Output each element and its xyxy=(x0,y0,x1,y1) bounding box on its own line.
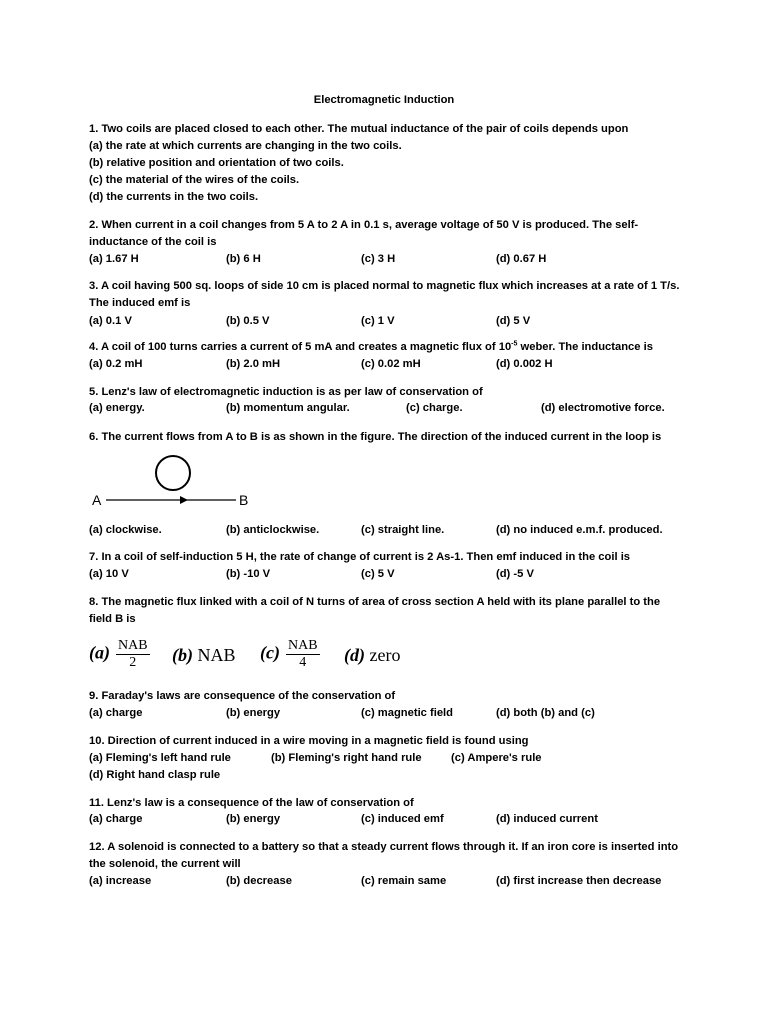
q3-option-a: (a) 0.1 V xyxy=(89,315,132,327)
q6-option-a: (a) clockwise. xyxy=(89,524,162,536)
q11-question: 11. Lenz's law is a consequence of the law of conservation of xyxy=(89,797,414,809)
q8-option-b-label: (b) xyxy=(172,645,193,665)
q8-option-b xyxy=(172,645,236,666)
loop-circle xyxy=(156,456,190,490)
page-title: Electromagnetic Induction xyxy=(313,94,455,106)
arrow-head-icon xyxy=(180,496,188,504)
q5-option-d: (d) electromotive force. xyxy=(541,402,665,414)
q4-question xyxy=(89,340,653,354)
fraction-numerator: NAB xyxy=(118,638,148,653)
q10-option-d: (d) Right hand clasp rule xyxy=(89,769,221,781)
figure-label-b: B xyxy=(239,492,249,508)
q2-option-d: (d) 0.67 H xyxy=(496,253,547,265)
q4-option-a: (a) 0.2 mH xyxy=(89,358,143,370)
q1-option-d: (d) the currents in the two coils. xyxy=(89,191,259,203)
q3-option-b: (b) 0.5 V xyxy=(226,315,270,327)
q5-option-b: (b) momentum angular. xyxy=(226,402,350,414)
q2-option-a: (a) 1.67 H xyxy=(89,253,139,265)
q2-question-line2: inductance of the coil is xyxy=(89,236,217,248)
q12-option-b: (b) decrease xyxy=(226,875,292,887)
q7-question: 7. In a coil of self-induction 5 H, the rate of change of current is 2 As-1. Then emf induced in the coil is xyxy=(89,551,631,563)
q9-option-c: (c) magnetic field xyxy=(361,707,454,719)
q8-question-line1: 8. The magnetic flux linked with a coil of N turns of area of cross section A held with its plane parallel to the xyxy=(89,596,661,608)
q10-question: 10. Direction of current induced in a wire moving in a magnetic field is found using xyxy=(89,735,529,747)
fraction-denominator: 2 xyxy=(129,655,137,670)
q5-option-c: (c) charge. xyxy=(406,402,463,414)
q2-question-line1: 2. When current in a coil changes from 5 A to 2 A in 0.1 s, average voltage of 50 V is produced. The self- xyxy=(89,219,639,231)
q3-question-line2: The induced emf is xyxy=(89,297,191,309)
q6-option-c: (c) straight line. xyxy=(361,524,445,536)
q8-option-d-label: (d) xyxy=(344,645,365,665)
q11-option-c: (c) induced emf xyxy=(361,813,444,825)
q10-option-a: (a) Fleming's left hand rule xyxy=(89,752,231,764)
q5-question: 5. Lenz's law of electromagnetic induction is as per law of conservation of xyxy=(89,386,483,398)
q7-option-a: (a) 10 V xyxy=(89,568,129,580)
fraction-numerator: NAB xyxy=(287,638,318,653)
q8-option-b-value: NAB xyxy=(197,645,236,665)
q9-option-d: (d) both (b) and (c) xyxy=(496,707,595,719)
q1-option-b: (b) relative position and orientation of two coils. xyxy=(89,157,344,169)
q12-question-line2: the solenoid, the current will xyxy=(89,858,241,870)
q7-option-c: (c) 5 V xyxy=(361,568,395,580)
q2-option-c: (c) 3 H xyxy=(361,253,396,265)
q6-option-d: (d) no induced e.m.f. produced. xyxy=(496,524,663,536)
q10-option-b: (b) Fleming's right hand rule xyxy=(271,752,422,764)
q4-option-b: (b) 2.0 mH xyxy=(226,358,281,370)
q8-option-c-label: (c) xyxy=(260,642,280,663)
q8-option-c-fraction xyxy=(286,638,320,671)
q1-option-c: (c) the material of the wires of the coils. xyxy=(89,174,300,186)
q7-option-b: (b) -10 V xyxy=(226,568,271,580)
q9-option-b: (b) energy xyxy=(226,707,281,719)
q3-option-d: (d) 5 V xyxy=(496,315,531,327)
q3-option-c: (c) 1 V xyxy=(361,315,395,327)
q12-option-c: (c) remain same xyxy=(361,875,447,887)
q11-option-d: (d) induced current xyxy=(496,813,598,825)
q2-option-b: (b) 6 H xyxy=(226,253,261,265)
q4-option-d: (d) 0.002 H xyxy=(496,358,553,370)
q9-option-a: (a) charge xyxy=(89,707,143,719)
q8-option-a-fraction xyxy=(116,638,150,671)
q8-option-d-value: zero xyxy=(369,645,401,665)
q11-option-a: (a) charge xyxy=(89,813,143,825)
q6-option-b: (b) anticlockwise. xyxy=(226,524,320,536)
q8-option-a xyxy=(89,638,150,671)
q1-option-a: (a) the rate at which currents are changing in the two coils. xyxy=(89,140,402,152)
q12-option-a: (a) increase xyxy=(89,875,152,887)
q8-question-line2: field B is xyxy=(89,613,136,625)
q11-option-b: (b) energy xyxy=(226,813,281,825)
q12-question-line1: 12. A solenoid is connected to a battery so that a steady current flows through it. If an iron core is inserted into xyxy=(89,841,679,853)
q1-question: 1. Two coils are placed closed to each other. The mutual inductance of the pair of coils depends upon xyxy=(89,123,629,135)
figure-label-a: A xyxy=(92,492,102,508)
q5-option-a: (a) energy. xyxy=(89,402,145,414)
q8-option-d xyxy=(344,645,400,666)
q4-exponent: -5 xyxy=(511,340,518,348)
q8-option-a-label: (a) xyxy=(89,642,110,663)
fraction-denominator: 4 xyxy=(299,655,307,670)
q8-option-c xyxy=(260,638,320,671)
q9-question: 9. Faraday's laws are consequence of the conservation of xyxy=(89,690,396,702)
q6-figure xyxy=(88,452,268,514)
q4-question-tail: weber. The inductance is xyxy=(517,341,653,353)
q3-question-line1: 3. A coil having 500 sq. loops of side 10 cm is placed normal to magnetic flux which increases at a rate of 1 T/s. xyxy=(89,280,680,292)
q6-question: 6. The current flows from A to B is as shown in the figure. The direction of the induced current in the loop is xyxy=(89,431,662,443)
q4-option-c: (c) 0.02 mH xyxy=(361,358,421,370)
q10-option-c: (c) Ampere's rule xyxy=(451,752,542,764)
q12-option-d: (d) first increase then decrease xyxy=(496,875,662,887)
q4-question-text: 4. A coil of 100 turns carries a current of 5 mA and creates a magnetic flux of 10 xyxy=(89,341,512,353)
q7-option-d: (d) -5 V xyxy=(496,568,534,580)
